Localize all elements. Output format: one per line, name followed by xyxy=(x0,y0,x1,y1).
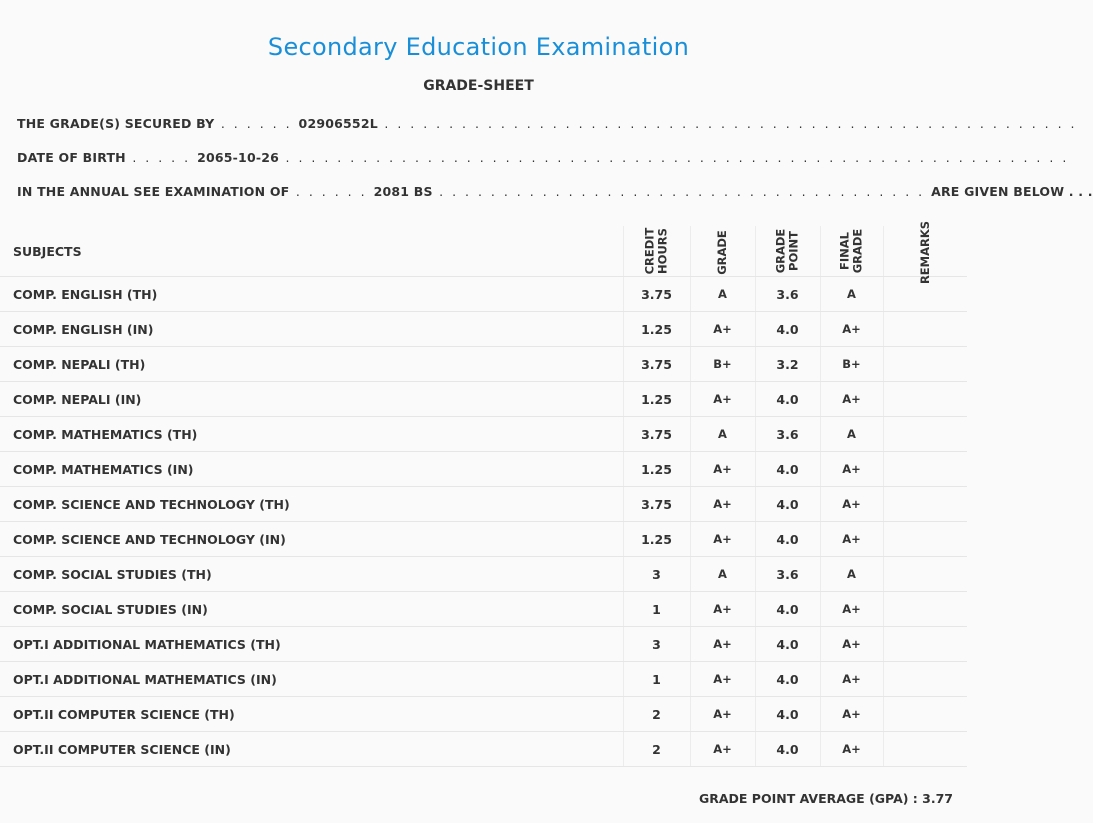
credit-hours-cell: 1 xyxy=(623,662,690,697)
grade-cell: A+ xyxy=(690,452,755,487)
grade-cell: A+ xyxy=(690,697,755,732)
header-grade-point: GRADE POINT xyxy=(755,226,820,277)
gpa-value: 3.77 xyxy=(922,791,953,806)
info-dots: . . . . . xyxy=(125,150,198,165)
table-header-row xyxy=(0,226,967,277)
info-label-exam: IN THE ANNUAL SEE EXAMINATION OF xyxy=(17,184,290,199)
grade-point-cell: 4.0 xyxy=(755,452,820,487)
final-grade-cell: A+ xyxy=(820,732,883,767)
grade-point-cell: 3.6 xyxy=(755,557,820,592)
table-row xyxy=(0,592,967,627)
remarks-cell xyxy=(883,382,967,417)
credit-hours-cell: 1.25 xyxy=(623,312,690,347)
grade-cell: A+ xyxy=(690,382,755,417)
remarks-cell xyxy=(883,417,967,452)
grade-point-cell: 3.2 xyxy=(755,347,820,382)
remarks-cell xyxy=(883,662,967,697)
date-of-birth: 2065-10-26 xyxy=(197,150,280,165)
header-remarks: REMARKS xyxy=(883,226,967,277)
table-row xyxy=(0,487,967,522)
grade-point-cell: 4.0 xyxy=(755,312,820,347)
credit-hours-cell: 1.25 xyxy=(623,382,690,417)
subject-cell: COMP. MATHEMATICS (IN) xyxy=(0,452,623,487)
grade-point-cell: 3.6 xyxy=(755,277,820,312)
remarks-cell xyxy=(883,522,967,557)
info-label-secured-by: THE GRADE(S) SECURED BY xyxy=(17,116,215,131)
grade-point-cell: 4.0 xyxy=(755,487,820,522)
info-dots: . . . . . . . . . . . . . . . . . . . . . . . . . . . . . . . . . . . . . . . . . . . . . . . . . . . . . . xyxy=(377,116,1078,131)
grade-cell: A+ xyxy=(690,627,755,662)
grade-point-cell: 4.0 xyxy=(755,522,820,557)
info-label-dob: DATE OF BIRTH xyxy=(17,150,126,165)
header-credit-hours: CREDIT HOURS xyxy=(623,226,690,277)
grade-point-cell: 4.0 xyxy=(755,697,820,732)
info-dots: . . . . . . . . . . . . . . . . . . . . . . . . . . . . . . . . . . . . . . xyxy=(432,184,932,199)
subject-cell: COMP. SOCIAL STUDIES (IN) xyxy=(0,592,623,627)
final-grade-cell: A xyxy=(820,277,883,312)
credit-hours-cell: 3 xyxy=(623,627,690,662)
page-title: Secondary Education Examination xyxy=(267,33,690,61)
credit-hours-cell: 2 xyxy=(623,697,690,732)
credit-hours-cell: 2 xyxy=(623,732,690,767)
table-row xyxy=(0,347,967,382)
table-row xyxy=(0,312,967,347)
grade-cell: B+ xyxy=(690,347,755,382)
grade-cell: A xyxy=(690,557,755,592)
grade-cell: A xyxy=(690,417,755,452)
info-dots: . . . . . . . . . . . . . . . . . . . . . . . . . . . . . . . . . . . . . . . . . . . . . . . . . . . . . . . . . . . . . xyxy=(279,150,1069,165)
info-dots: . . . . . . xyxy=(214,116,299,131)
remarks-cell xyxy=(883,452,967,487)
subject-cell: OPT.II COMPUTER SCIENCE (TH) xyxy=(0,697,623,732)
table-row xyxy=(0,662,967,697)
final-grade-cell: A+ xyxy=(820,697,883,732)
final-grade-cell: B+ xyxy=(820,347,883,382)
table-row xyxy=(0,697,967,732)
grade-point-cell: 4.0 xyxy=(755,662,820,697)
subject-cell: COMP. NEPALI (TH) xyxy=(0,347,623,382)
subject-cell: OPT.I ADDITIONAL MATHEMATICS (IN) xyxy=(0,662,623,697)
credit-hours-cell: 1.25 xyxy=(623,522,690,557)
subject-cell: COMP. NEPALI (IN) xyxy=(0,382,623,417)
subject-cell: COMP. ENGLISH (TH) xyxy=(0,277,623,312)
credit-hours-cell: 3.75 xyxy=(623,347,690,382)
info-line-dob xyxy=(17,150,1069,165)
info-line-exam xyxy=(17,184,1093,199)
gpa-line xyxy=(699,791,953,806)
table-row xyxy=(0,557,967,592)
table-row xyxy=(0,627,967,662)
remarks-cell xyxy=(883,592,967,627)
header-final-grade: FINAL GRADE xyxy=(820,226,883,277)
grade-point-cell: 4.0 xyxy=(755,732,820,767)
table-row xyxy=(0,277,967,312)
remarks-cell xyxy=(883,347,967,382)
grade-table xyxy=(0,220,967,767)
subject-cell: COMP. MATHEMATICS (TH) xyxy=(0,417,623,452)
final-grade-cell: A+ xyxy=(820,592,883,627)
grade-cell: A+ xyxy=(690,732,755,767)
remarks-cell xyxy=(883,487,967,522)
final-grade-cell: A xyxy=(820,417,883,452)
grade-point-cell: 4.0 xyxy=(755,627,820,662)
symbol-number: 02906552L xyxy=(298,116,378,131)
grade-point-cell: 3.6 xyxy=(755,417,820,452)
table-row xyxy=(0,382,967,417)
grade-point-cell: 4.0 xyxy=(755,592,820,627)
table-row xyxy=(0,522,967,557)
table-row xyxy=(0,417,967,452)
remarks-cell xyxy=(883,557,967,592)
grade-cell: A+ xyxy=(690,522,755,557)
subject-cell: COMP. SOCIAL STUDIES (TH) xyxy=(0,557,623,592)
final-grade-cell: A+ xyxy=(820,662,883,697)
remarks-cell xyxy=(883,627,967,662)
remarks-cell xyxy=(883,697,967,732)
grade-cell: A+ xyxy=(690,592,755,627)
final-grade-cell: A+ xyxy=(820,522,883,557)
final-grade-cell: A xyxy=(820,557,883,592)
table-row xyxy=(0,452,967,487)
header-grade: GRADE xyxy=(690,226,755,277)
remarks-cell xyxy=(883,312,967,347)
gpa-label: GRADE POINT AVERAGE (GPA) : xyxy=(698,791,923,806)
credit-hours-cell: 3.75 xyxy=(623,487,690,522)
info-line-end: ARE GIVEN BELOW . . . xyxy=(931,184,1093,199)
page-subtitle: GRADE-SHEET xyxy=(423,78,534,94)
credit-hours-cell: 3.75 xyxy=(623,277,690,312)
subject-cell: OPT.II COMPUTER SCIENCE (IN) xyxy=(0,732,623,767)
final-grade-cell: A+ xyxy=(820,487,883,522)
exam-year: 2081 BS xyxy=(373,184,433,199)
grade-cell: A+ xyxy=(690,487,755,522)
credit-hours-cell: 1 xyxy=(623,592,690,627)
final-grade-cell: A+ xyxy=(820,312,883,347)
final-grade-cell: A+ xyxy=(820,382,883,417)
final-grade-cell: A+ xyxy=(820,627,883,662)
credit-hours-cell: 3 xyxy=(623,557,690,592)
grade-point-cell: 4.0 xyxy=(755,382,820,417)
info-dots: . . . . . . xyxy=(289,184,374,199)
grade-cell: A+ xyxy=(690,312,755,347)
credit-hours-cell: 3.75 xyxy=(623,417,690,452)
credit-hours-cell: 1.25 xyxy=(623,452,690,487)
info-line-student xyxy=(17,116,1077,131)
remarks-cell xyxy=(883,732,967,767)
subject-cell: COMP. ENGLISH (IN) xyxy=(0,312,623,347)
header-subjects: SUBJECTS xyxy=(0,226,623,277)
grade-cell: A+ xyxy=(690,662,755,697)
subject-cell: COMP. SCIENCE AND TECHNOLOGY (IN) xyxy=(0,522,623,557)
final-grade-cell: A+ xyxy=(820,452,883,487)
grade-cell: A xyxy=(690,277,755,312)
subject-cell: OPT.I ADDITIONAL MATHEMATICS (TH) xyxy=(0,627,623,662)
subject-cell: COMP. SCIENCE AND TECHNOLOGY (TH) xyxy=(0,487,623,522)
table-row xyxy=(0,732,967,767)
